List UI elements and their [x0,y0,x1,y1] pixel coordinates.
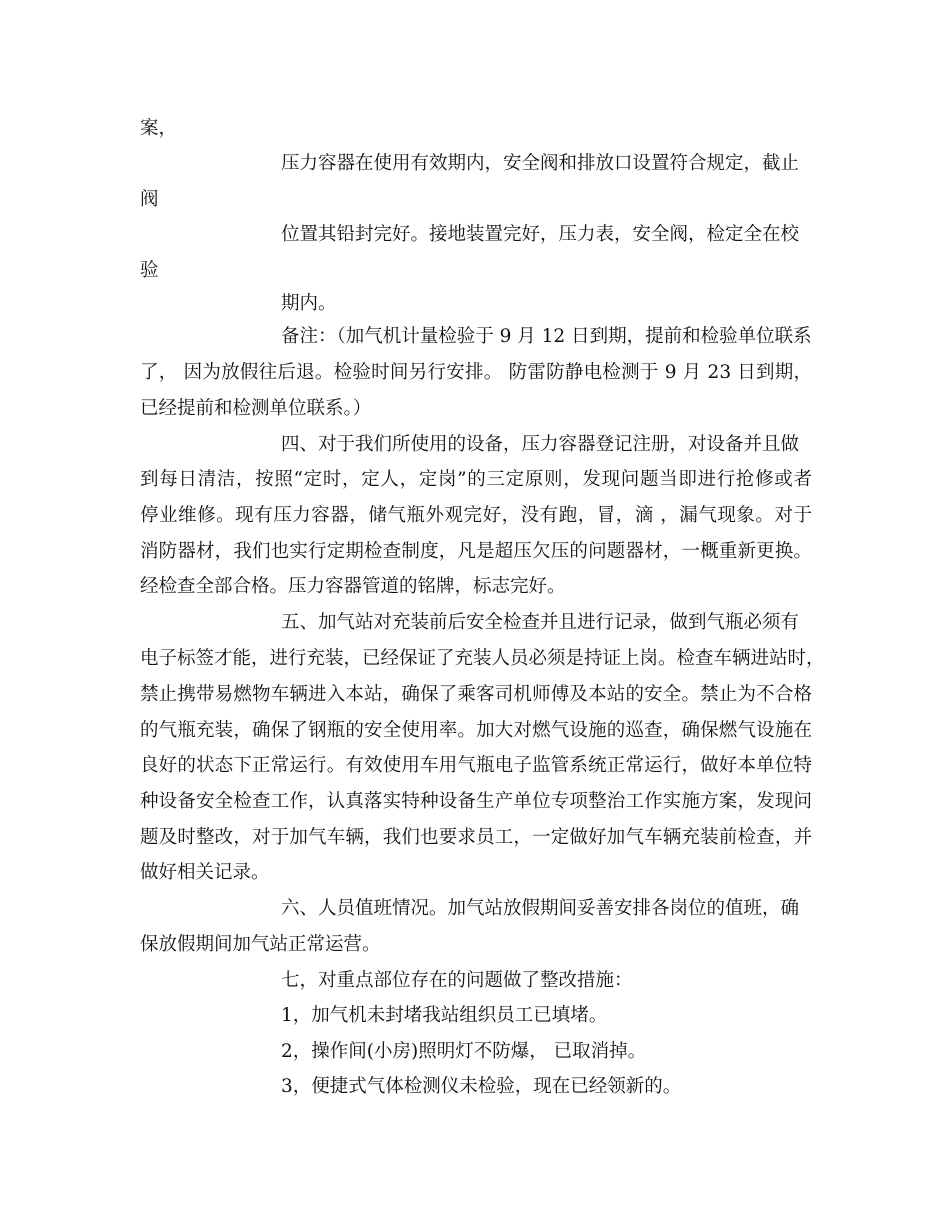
text-line: 保放假期间加气站正常运营。 [140,934,381,955]
text-line: 停业维修。现有压力容器，储气瓶外观完好，没有跑，冒，滴 ，漏气现象。对于 [140,505,812,526]
text-line: 四、对于我们所使用的设备，压力容器登记注册，对设备并且做 [281,434,800,455]
text-line: 到每日清洁，按照“定时，定人，定岗”的三定原则，发现问题当即进行抢修或者 [140,469,812,490]
text-line: 案， [140,118,178,139]
text-line: 七，对重点部位存在的问题做了整改措施： [281,970,633,991]
text-line: 压力容器在使用有效期内，安全阀和排放口设置符合规定，截止 [281,153,800,174]
text-line: 2，操作间(小房)照明灯不防爆， 已取消掉。 [281,1041,647,1062]
text-line: 题及时整改，对于加气车辆，我们也要求员工，一定做好加气车辆充装前检查，并 [140,827,812,848]
text-line: 3，便捷式气体检测仪未检验，现在已经领新的。 [281,1076,682,1097]
text-line: 期内。 [281,293,337,314]
text-line: 验 [140,260,159,281]
text-line: 了， 因为放假往后退。检验时间另行安排。 防雷防静电检测于 9 月 23 日到期， [140,362,812,383]
text-line: 做好相关记录。 [140,862,270,883]
text-line: 的气瓶充装，确保了钢瓶的安全使用率。加大对燃气设施的巡查，确保燃气设施在 [140,720,812,741]
text-line: 良好的状态下正常运行。有效使用车用气瓶电子监管系统正常运行，做好本单位特 [140,755,812,776]
text-line: 电子标签才能，进行充装，已经保证了充装人员必须是持证上岗。检查车辆进站时， [140,648,825,669]
text-line: 1，加气机未封堵我站组织员工已填堵。 [281,1005,608,1026]
text-line: 五、加气站对充装前后安全检查并且进行记录，做到气瓶必须有 [281,612,800,633]
text-line: 种设备安全检查工作，认真落实特种设备生产单位专项整治工作实施方案，发现问 [140,791,812,812]
text-line: 六、人员值班情况。加气站放假期间妥善安排各岗位的值班，确 [281,898,800,919]
text-line: 备注：（加气机计量检验于 9 月 12 日到期，提前和检验单位联系 [281,326,812,347]
text-line: 位置其铅封完好。接地装置完好，压力表，安全阀，检定全在校 [281,224,800,245]
text-line: 经检查全部合格。压力容器管道的铭牌，标志完好。 [140,576,566,597]
text-line: 消防器材，我们也实行定期检查制度，凡是超压欠压的问题器材，一概重新更换。 [140,541,812,562]
text-line: 禁止携带易燃物车辆进入本站，确保了乘客司机师傅及本站的安全。禁止为不合格 [140,684,812,705]
text-line: 已经提前和检测单位联系。） [140,398,372,419]
text-line: 阀 [140,189,159,210]
